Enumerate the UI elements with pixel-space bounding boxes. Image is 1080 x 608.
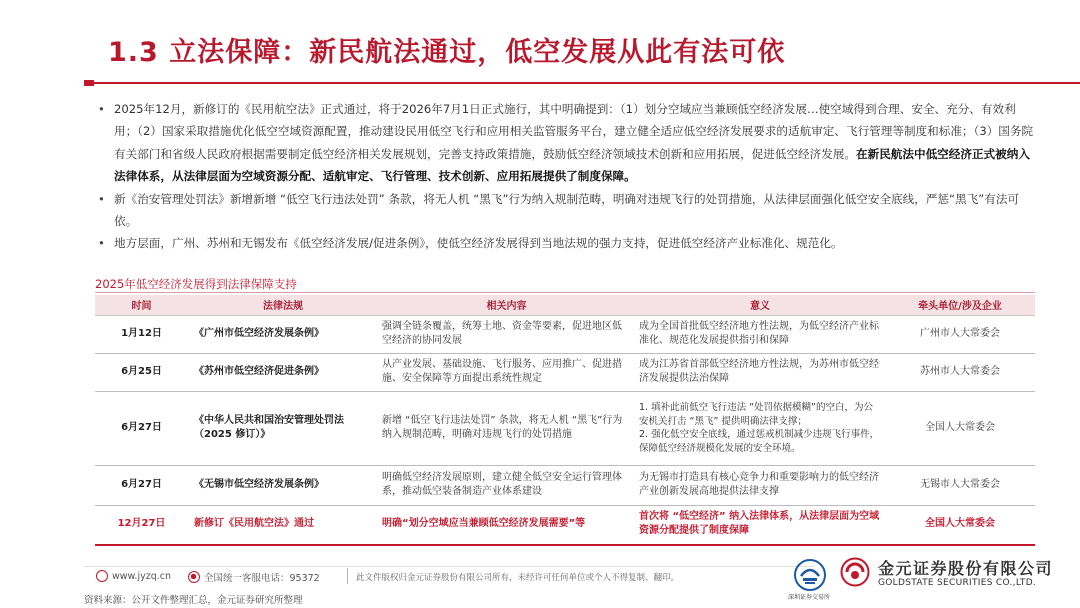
cell-law: 《苏州市低空经济促进条例》	[188, 353, 378, 391]
bullet-item	[94, 232, 1034, 254]
cell-content: 明确低空经济发展原则，建立健全低空安全运行管理体系，推动低空装备制造产业体系建设	[378, 465, 635, 505]
company-name-cn: 金元证券股份有限公司	[878, 559, 1054, 578]
cell-content: 强调全链条覆盖，统筹土地、资金等要素，促进地区低空经济的协同发展	[378, 315, 635, 353]
table-row	[95, 391, 1035, 465]
cell-meaning: 成为江苏省首部低空经济地方性法规，为苏州市低空经济发展提供法治保障	[635, 353, 885, 391]
caption-underline	[95, 292, 1035, 293]
footer-website[interactable]	[96, 570, 171, 582]
cell-content: 新增 “低空飞行违法处罚” 条款，将无人机 “黑飞”行为纳入规制范畴，明确对违规飞行的处罚措施	[378, 391, 635, 465]
table-row	[95, 465, 1035, 505]
company-logo	[840, 557, 870, 587]
table-bottom-rule	[95, 544, 1035, 546]
header-org: 牵头单位/涉及企业	[885, 295, 1035, 315]
bullet-text: 地方层面，广州、苏州和无锡发布《低空经济发展/促进条例》，使低空经济发展得到当地法规的强力支持，促进低空经济产业标准化、规范化。	[114, 236, 843, 251]
table-row	[95, 353, 1035, 391]
cell-date: 1月12日	[95, 315, 188, 353]
cell-law: 《广州市低空经济发展条例》	[188, 315, 378, 353]
table-row	[95, 315, 1035, 353]
footer-disclaimer: 此文件版权归金元证券股份有限公司所有，未经许可任何单位或个人不得复制、翻印。	[356, 573, 680, 583]
cell-org: 全国人大常委会	[925, 518, 995, 529]
bullet-text: 2025年12月，新修订的《民用航空法》正式通过，将于2026年7月1日正式施行，其中明确提到：（1）划分空域应当兼顾低空经济发展…使空域得到合理、安全、充分、有效利用；（2）国家采取措施优化低空空域资源配置，推动建设民用低空飞行和应用相关监管服务平台，建立健全适应低空经济发展要求的适航审定、飞行管理等制度和标准；（3）国务院有关部门和省级人民政府根据需要制定低空经济相关发展规划，完善支持政策措施，鼓励低空经济领域技术创新和应用拓展，促进低空经济发展。	[114, 102, 1034, 161]
title-rule	[84, 82, 1080, 84]
stock-exchange-logo	[793, 558, 827, 592]
hotline-text: 全国统一客服电话：95372	[204, 573, 320, 584]
website-text: www.jyzq.cn	[112, 570, 171, 582]
source-note: 资料来源：公开文件整理汇总，金元证券研究所整理	[84, 595, 303, 606]
globe-icon	[96, 570, 108, 582]
header-meaning: 意义	[635, 295, 885, 315]
footer-rule	[84, 566, 814, 567]
cell-law: 《无锡市低空经济发展条例》	[188, 465, 378, 505]
cell-law: 《中华人民共和国治安管理处罚法（2025 修订）》	[188, 391, 378, 465]
header-date: 时间	[95, 295, 188, 315]
phone-icon	[188, 571, 200, 583]
cell-org: 全国人大常委会	[885, 391, 1035, 465]
cell-date: 6月27日	[95, 465, 188, 505]
cell-meaning: 1. 填补此前低空飞行违法 “处罚依据模糊”的空白，为公安机关打击 “黑飞” 提供明确法律支撑； 2. 强化低空安全底线，通过惩戒机制减少违规飞行事件，保障低空经济规模化发展的安全环境。	[635, 391, 885, 465]
bullet-text: 新《治安管理处罚法》新增新增 “低空飞行违法处罚” 条款，将无人机 “黑飞”行为纳入规制范畴，明确对违规飞行的处罚措施，从法律层面强化低空安全底线，严惩“黑飞”有法可依。	[114, 191, 1020, 229]
cell-date: 12月27日	[117, 518, 166, 529]
slide-title: 1.3 立法保障：新民航法通过，低空发展从此有法可依	[108, 37, 786, 68]
cell-content: 从产业发展、基础设施、飞行服务、应用推广、促进措施、安全保障等方面提出系统性规定	[378, 353, 635, 391]
cell-meaning: 首次将 “低空经济” 纳入法律体系，从法律层面为空域资源分配提供了制度保障	[639, 510, 880, 537]
policy-table	[95, 295, 1035, 543]
cell-content: 明确“划分空域应当兼顾低空经济发展需要”等	[382, 518, 586, 529]
cell-meaning: 成为全国首批低空经济地方性法规，为低空经济产业标准化、规范化发展提供指引和保障	[635, 315, 885, 353]
cell-org: 广州市人大常委会	[885, 315, 1035, 353]
header-content: 相关内容	[378, 295, 635, 315]
cell-org: 苏州市人大常委会	[885, 353, 1035, 391]
bullet-item	[94, 188, 1034, 233]
footer-hotline	[188, 570, 320, 584]
footer-divider	[347, 568, 348, 584]
header-law: 法律法规	[188, 295, 378, 315]
bullet-list	[94, 98, 1034, 255]
table-caption: 2025年低空经济发展得到法律保障支持	[95, 277, 297, 291]
cell-meaning: 为无锡市打造具有核心竞争力和重要影响力的低空经济产业创新发展高地提供法律支撑	[635, 465, 885, 505]
bullet-item	[94, 98, 1034, 188]
cell-date: 6月27日	[95, 391, 188, 465]
bullet-bold-text: 在新民航法中低空经济正式被纳入法律体系，从法律层面为空域资源分配、适航审定、飞行管理、技术创新、应用拓展提供了制度保障。	[114, 146, 1030, 184]
stock-exchange-caption: 深圳证券交易所	[788, 594, 831, 601]
cell-org: 无锡市人大常委会	[885, 465, 1035, 505]
company-name-en: GOLDSTATE SECURITIES CO.,LTD.	[878, 578, 1037, 588]
table-row-highlighted	[95, 505, 1035, 543]
cell-law: 新修订《民用航空法》通过	[194, 518, 314, 529]
cell-date: 6月25日	[95, 353, 188, 391]
table-header-row	[95, 295, 1035, 315]
